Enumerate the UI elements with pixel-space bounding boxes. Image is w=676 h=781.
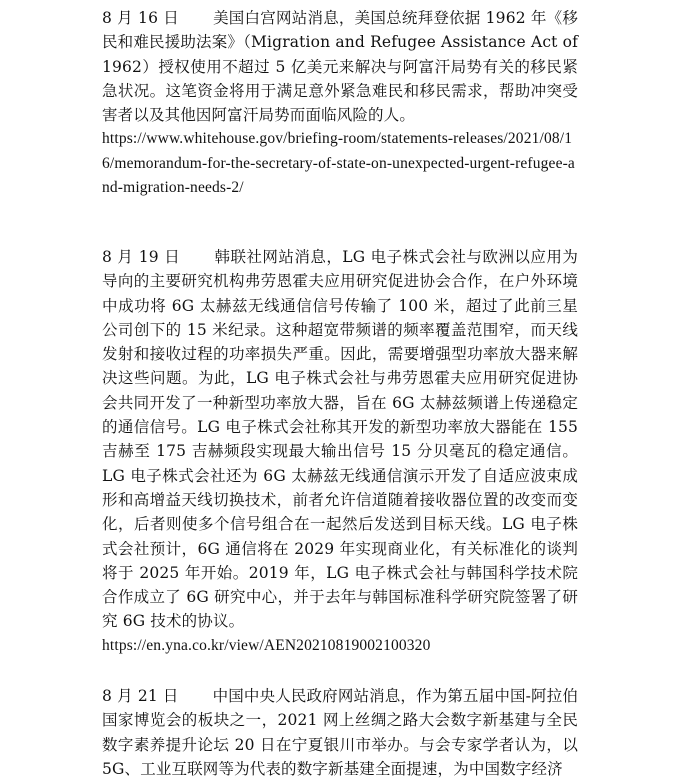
- entry-body: 美国白宫网站消息，美国总统拜登依据 1962 年《移民和难民援助法案》（Migration and Refugee Assistance Act of 1962）授权使用不超过 5 亿美元来解决与阿富汗局势有关的移民紧急状况。这笔资金将用于满足意外紧急难民和移民需求，帮助冲突受害者以及其他因阿富汗局势而面临风险的人。: [102, 9, 578, 125]
- news-entry: [102, 6, 578, 200]
- news-entry: [102, 245, 578, 658]
- entry-body: 中国中央人民政府网站消息，作为第五届中国-阿拉伯国家博览会的板块之一，2021 网上丝绸之路大会数字新基建与全民数字素养提升论坛 20 日在宁夏银川市举办。与会专家学者认为，以 5G、工业互联网等为代表的数字新基建全面提速，为中国数字经济: [102, 687, 578, 778]
- entry-body: 韩联社网站消息，LG 电子株式会社与欧洲以应用为导向的主要研究机构弗劳恩霍夫应用研究促进协会合作，在户外环境中成功将 6G 太赫兹无线通信信号传输了 100 米，超过了此前三星公司创下的 15 米纪录。这种超宽带频谱的频率覆盖范围窄，而天线发射和接收过程的功率损失严重。因此，需要增强型功率放大器来解决这些问题。为此，LG 电子株式会社与弗劳恩霍夫应用研究促进协会共同开发了一种新型功率放大器，旨在 6G 太赫兹频谱上传递稳定的通信信号。LG 电子株式会社称其开发的新型功率放大器能在 155 吉赫至 175 吉赫频段实现最大输出信号 15 分贝毫瓦的稳定通信。LG 电子株式会社还为 6G 太赫兹无线通信演示开发了自适应波束成形和高增益天线切换技术，前者允许信道随着接收器位置的改变而变化，后者则使多个信号组合在一起然后发送到目标天线。LG 电子株式会社预计，6G 通信将在 2029 年实现商业化，有关标准化的谈判将于 2025 年开始。2019 年，LG 电子株式会社与韩国科学技术院合作成立了 6G 研究中心，并于去年与韩国标准科学研究院签署了研究 6G 技术的协议。: [102, 248, 578, 631]
- entry-url[interactable]: https://en.yna.co.kr/view/AEN20210819002100320: [102, 636, 431, 654]
- entry-url[interactable]: https://www.whitehouse.gov/briefing-room/statements-releases/2021/08/16/memorandum-for-the-secretary-of-state-on-unexpected-urgent-refugee-and-migration-needs-2/: [102, 130, 575, 197]
- news-entry: [102, 684, 578, 781]
- entry-date: 8 月 21 日: [102, 687, 179, 705]
- entry-date: 8 月 16 日: [102, 9, 179, 27]
- entry-date: 8 月 19 日: [102, 248, 181, 266]
